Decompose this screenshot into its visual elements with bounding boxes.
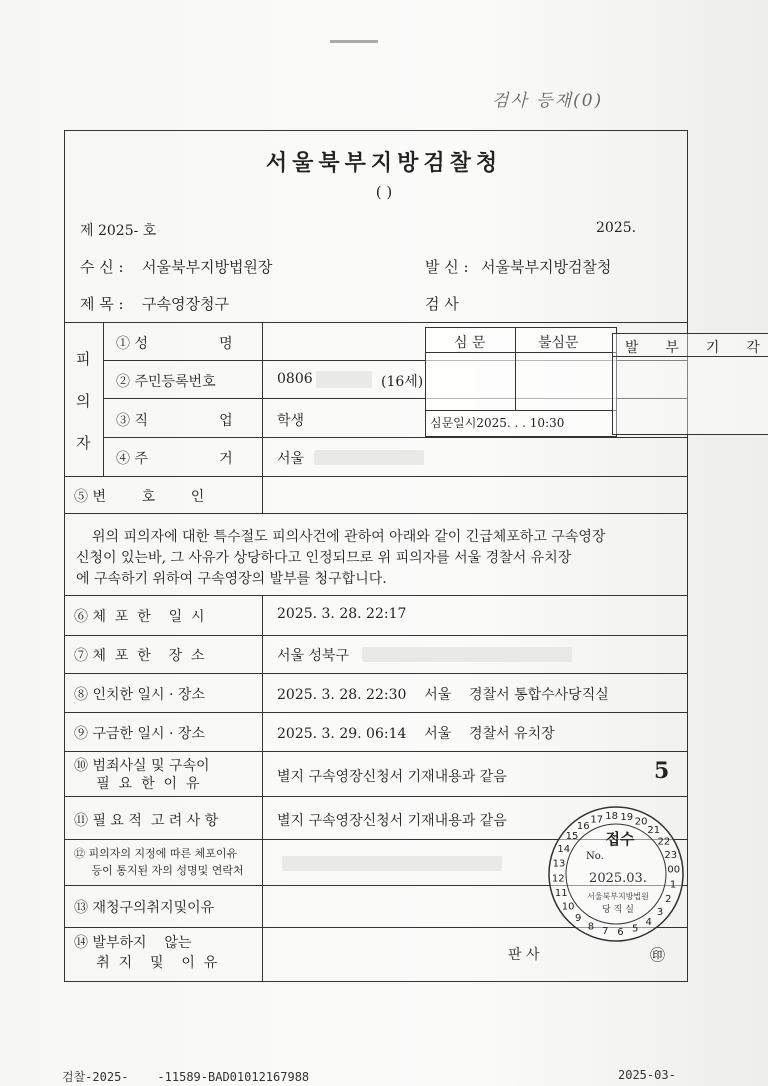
scan-mark <box>330 40 378 43</box>
sender-label: 발 신 : <box>425 258 469 276</box>
table-line <box>64 322 688 323</box>
seal-hour-number: 4 <box>645 916 652 928</box>
table-line <box>262 595 263 982</box>
job-value: 학생 <box>277 413 305 429</box>
seal-hour-number: 22 <box>657 836 671 848</box>
doc-date: 2025. <box>596 220 637 236</box>
document-title: 서울북부지방검찰청 <box>265 150 503 176</box>
arrest-time-value: 2025. 3. 28. 22:17 <box>277 606 407 622</box>
seal-hour-number: 9 <box>575 913 582 924</box>
seal-hour-number: 14 <box>557 843 571 855</box>
name-label: ① 성 명 <box>116 336 233 352</box>
recipient: 서울북부지방법원장 <box>142 258 273 276</box>
request-line-3: 에 구속하기 위하여 구속영장의 발부를 청구합니다. <box>76 571 387 587</box>
table-line <box>64 476 688 477</box>
stamp-divider <box>515 328 516 410</box>
table-line <box>64 673 688 674</box>
redaction <box>316 371 372 388</box>
table-line <box>64 751 688 752</box>
judge-seal-mark: ㊞ <box>650 946 666 964</box>
seal-hour-number: 13 <box>552 858 566 870</box>
seal-hour-number: 3 <box>656 906 664 918</box>
stamp-divider <box>426 410 616 411</box>
seal-no: No. <box>586 851 604 862</box>
seal-hour-number: 00 <box>667 864 681 876</box>
seal-hour-number: 20 <box>634 816 648 828</box>
request-line-1: 위의 피의자에 대한 특수절도 피의사건에 관하여 아래와 같이 긴급체포하고 구속영장 <box>92 529 606 545</box>
seal-hour-number: 8 <box>587 921 595 933</box>
seal-hour-number: 16 <box>576 821 590 833</box>
seal-hour-number: 1 <box>669 879 677 891</box>
notified-person-label: ⑫ 피의자의 지정에 따른 체포이유 등이 통지된 자의 성명및 연락처 <box>74 847 244 877</box>
table-line <box>103 437 688 438</box>
redaction <box>282 856 502 871</box>
seal-org: 서울북부지방법원 <box>587 892 649 901</box>
request-line-2: 신청이 있는바, 그 사유가 상당하다고 인정되므로 위 피의자를 서울 경찰서 유치장 <box>76 550 572 566</box>
crime-facts-value: 별지 구속영장신청서 기재내용과 같음 <box>277 769 507 785</box>
seal-hour-number: 17 <box>590 814 604 826</box>
prosecutor-label: 검 사 <box>425 295 459 313</box>
custody-label: ⑧ 인치한 일시 · 장소 <box>74 687 205 703</box>
stamp-col-hearing: 심 문 <box>454 335 486 351</box>
age-value: (16세) <box>381 374 424 390</box>
subject: 구속영장청구 <box>142 295 229 313</box>
judge-label: 판 사 <box>508 947 540 963</box>
seal-hour-number: 18 <box>605 811 618 823</box>
hearing-stamp <box>425 327 617 437</box>
considerations-label: ⑪ 필 요 적 고 려 사 항 <box>74 813 219 829</box>
table-line <box>103 322 104 476</box>
arrest-place-label: ⑦ 체 포 한 장 소 <box>74 648 205 664</box>
seal-hour-number: 19 <box>620 812 634 823</box>
lawyer-label: ⑤ 변 호 인 <box>74 489 205 505</box>
not-issued-label: ⑭ 발부하지 않는 취 지 및 이 유 <box>74 935 218 971</box>
table-line <box>262 322 263 513</box>
page-mark: 5 <box>654 758 670 784</box>
seal-date: 2025.03. <box>589 871 647 886</box>
arrest-time-label: ⑥ 체 포 한 일 시 <box>74 609 205 625</box>
job-label: ③ 직 업 <box>116 413 233 429</box>
seal-dept: 당 직 실 <box>602 905 634 915</box>
address-value: 서울 <box>277 451 305 467</box>
seal-hour-number: 5 <box>632 923 639 935</box>
seal-hour-number: 21 <box>647 825 661 836</box>
handwritten-note: 검사 등재(0) <box>492 91 604 111</box>
seal-hour-number: 15 <box>565 831 579 843</box>
suspect-label-2: 의 <box>76 392 91 410</box>
seal-hour-number: 11 <box>554 888 568 900</box>
seal-hour-number: 12 <box>551 873 565 885</box>
suspect-label-3: 자 <box>76 434 91 452</box>
seal-hour-number: 2 <box>665 894 672 906</box>
crime-facts-label: ⑩ 범죄사실 및 구속이 필 요 한 이 유 <box>74 758 210 792</box>
table-line <box>64 796 688 797</box>
custody-value: 2025. 3. 28. 22:30 서울 경찰서 통합수사당직실 <box>277 687 609 703</box>
table-line <box>64 712 688 713</box>
footer-date: 2025-03- <box>618 1068 676 1082</box>
considerations-value: 별지 구속영장신청서 기재내용과 같음 <box>277 813 507 829</box>
stamp-hearing-datetime: 심문일시2025. . . 10:30 <box>430 416 565 430</box>
seal-hour-number: 6 <box>617 926 624 938</box>
subject-label: 제 목 : <box>80 295 124 313</box>
rrn-value: 0806 <box>277 371 313 387</box>
table-line <box>64 635 688 636</box>
seal-hour-number: 23 <box>664 849 678 861</box>
redaction <box>362 647 572 662</box>
issue-stamp <box>612 333 768 435</box>
stamp-col-issue: 발 부 기 각 <box>625 340 766 356</box>
seal-hour-number: 7 <box>602 926 609 937</box>
sender: 서울북부지방검찰청 <box>481 258 612 276</box>
detention-value: 2025. 3. 29. 06:14 서울 경찰서 유치장 <box>277 726 555 742</box>
table-line <box>64 513 688 514</box>
table-line <box>64 595 688 596</box>
seal-hour-number: 10 <box>561 901 575 913</box>
document-subtitle: ( ) <box>375 183 393 201</box>
doc-number: 제 2025- 호 <box>80 223 157 239</box>
re-request-label: ⑬ 재청구의취지및이유 <box>74 900 215 916</box>
arrest-place-value: 서울 성북구 <box>277 648 350 664</box>
seal-label: 접수 <box>605 830 635 848</box>
recipient-label: 수 신 : <box>80 258 124 276</box>
address-label: ④ 주 거 <box>116 451 233 467</box>
footer-doc-id: 검찰-2025- -11589-BAD01012167988 <box>62 1070 310 1084</box>
redaction <box>314 450 424 465</box>
stamp-col-no-hearing: 불심문 <box>538 335 579 351</box>
rrn-label: ② 주민등록번호 <box>116 374 216 390</box>
receipt-seal <box>546 804 686 944</box>
suspect-label-1: 피 <box>76 350 91 368</box>
detention-label: ⑨ 구금한 일시 · 장소 <box>74 726 205 742</box>
